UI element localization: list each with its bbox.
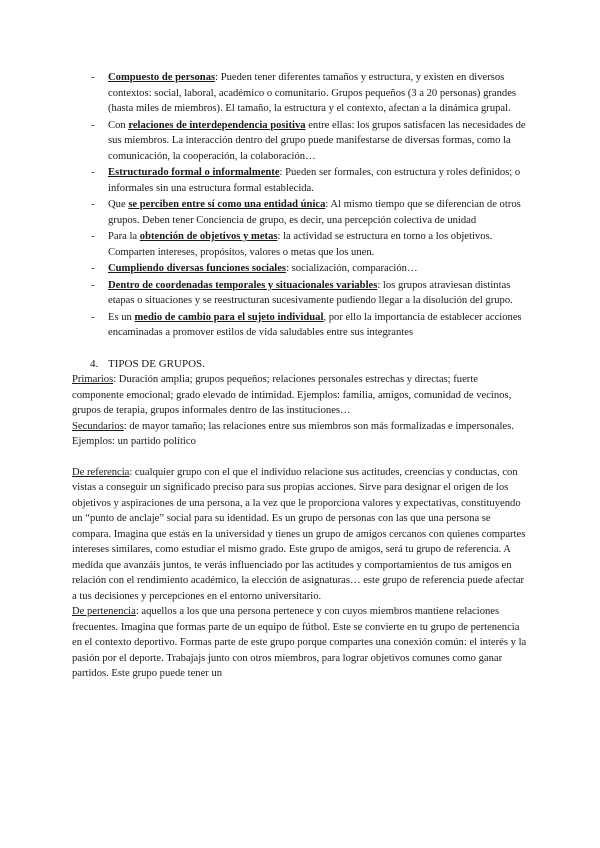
keyword: obtención de objetivos y metas [139,231,278,242]
list-item: - Cumpliendo diversas funciones sociales: socialización, comparación… [91,263,418,274]
paragraph-secundarios: Secundarios: de mayor tamaño; las relaciones entre sus miembros son más formalizadas e impersonales. Ejemplos: un partido político [72,420,514,447]
paragraph-primarios: Primarios: Duración amplia; grupos pequeños; relaciones personales estrechas y directas; fuerte componente emocional; grado elevado de intimidad. Ejemplos: familia, amigos, comunidad de vecinos, grupos de terapia, grupos informales dentro de las instituciones… [72,374,512,416]
keyword: relaciones de interdependencia positiva [128,119,306,131]
list-item: - Dentro de coordenadas temporales y situacionales variables: los grupos atraviesan distintas etapas o situaciones y se reestructuran sucesivamente pudiendo llegar a la disolución del grupo. [91,279,513,306]
list-item: - Compuesto de personas: Pueden tener diferentes tamaños y estructura, y existen en diversos contextos: social, laboral, académico o comunitario. Grupos pequeños (3 a 20 personas) grandes (hasta miles de miembros). El tamaño, la estructura y el contexto, afectan a la dinámica grupal. [91,72,517,114]
list-item: - Es un medio de cambio para el sujeto individual, por ello la importancia de establecer acciones encaminadas a promover estilos de vida saludables entre sus integrantes [91,311,522,338]
list-item: - Estructurado formal o informalmente: Pueden ser formales, con estructura y roles definidos; o informales sin una estructura formal establecida. [91,167,521,194]
spacer [72,450,528,465]
term-secundarios: Secundarios [72,420,124,432]
characteristics-list [72,70,528,341]
list-item: - Para la obtención de objetivos y metas: la actividad se estructura en torno a los objetivos. Comparten intereses, propósitos, valores o metas que los unen. [91,231,493,258]
paragraph-pertenencia: De pertenencia: aquellos a los que una persona pertenece y con cuyos miembros mantiene relaciones frecuentes. Imagina que formas parte de un equipo de fútbol. Este se convierte en tu grupo de pertenencia en el contexto deportivo. Formas parte de este grupo porque compartes una conexión común: el interés y la pasión por el deporte. Trabajajs junto con otros miembros, para lograr objetivos comunes como ganar partidos. Este grupo puede tener un [72,606,527,679]
list-item: - Que se perciben entre sí como una entidad única: Al mismo tiempo que se diferencian de otros grupos. Deben tener Conciencia de grupo, es decir, una percepción colectiva de unidad [91,199,521,226]
keyword: Cumpliendo diversas funciones sociales [108,263,287,274]
section-title: TIPOS DE GRUPOS. [108,357,205,370]
keyword: Dentro de coordenadas temporales y situacionales variables [108,279,378,291]
keyword: se perciben entre sí como una entidad única [128,199,326,210]
keyword: medio de cambio para el sujeto individual [134,311,324,323]
term-primarios: Primarios [72,374,114,385]
list-item: - Con relaciones de interdependencia positiva entre ellas: los grupos satisfacen las necesidades de sus miembros. La interacción dentro del grupo puede manifestarse de diversas formas, como la comunicación, la cooperación, la colaboración… [91,119,526,162]
keyword: Estructurado formal o informalmente [108,167,280,178]
term-pertenencia: De pertenencia [72,606,136,617]
section-heading [72,357,528,373]
section-number: 4. [90,357,99,370]
keyword: Compuesto de personas [108,72,216,83]
term-referencia: De referencia [72,466,130,478]
paragraph-referencia: De referencia: cualquier grupo con el que el individuo relacione sus actitudes, creencias y conductas, con vistas a conseguir un significado preciso para sus propias acciones. Sirve para designar el origen de los objetivos y aspiraciones de una persona, a la vez que le proporciona valores y expectativas, constituyendo un “punto de anclaje” social para su identidad. Es un grupo de personas con las que una persona se compara. Imagina que estás en la universidad y tienes un grupo de amigos cercanos con quienes compartes intereses similares, como estudiar el mismo grado. Este grupo de amigos, será tu grupo de referencia. A medida que avanzáis juntos, te verás influenciado por las actitudes y comportamientos de tus amigos en relación con el rendimiento académico, la elección de asignaturas… este grupo de referencia puede afectar a tus decisiones y percepciones en el entorno universitario. [72,466,526,602]
